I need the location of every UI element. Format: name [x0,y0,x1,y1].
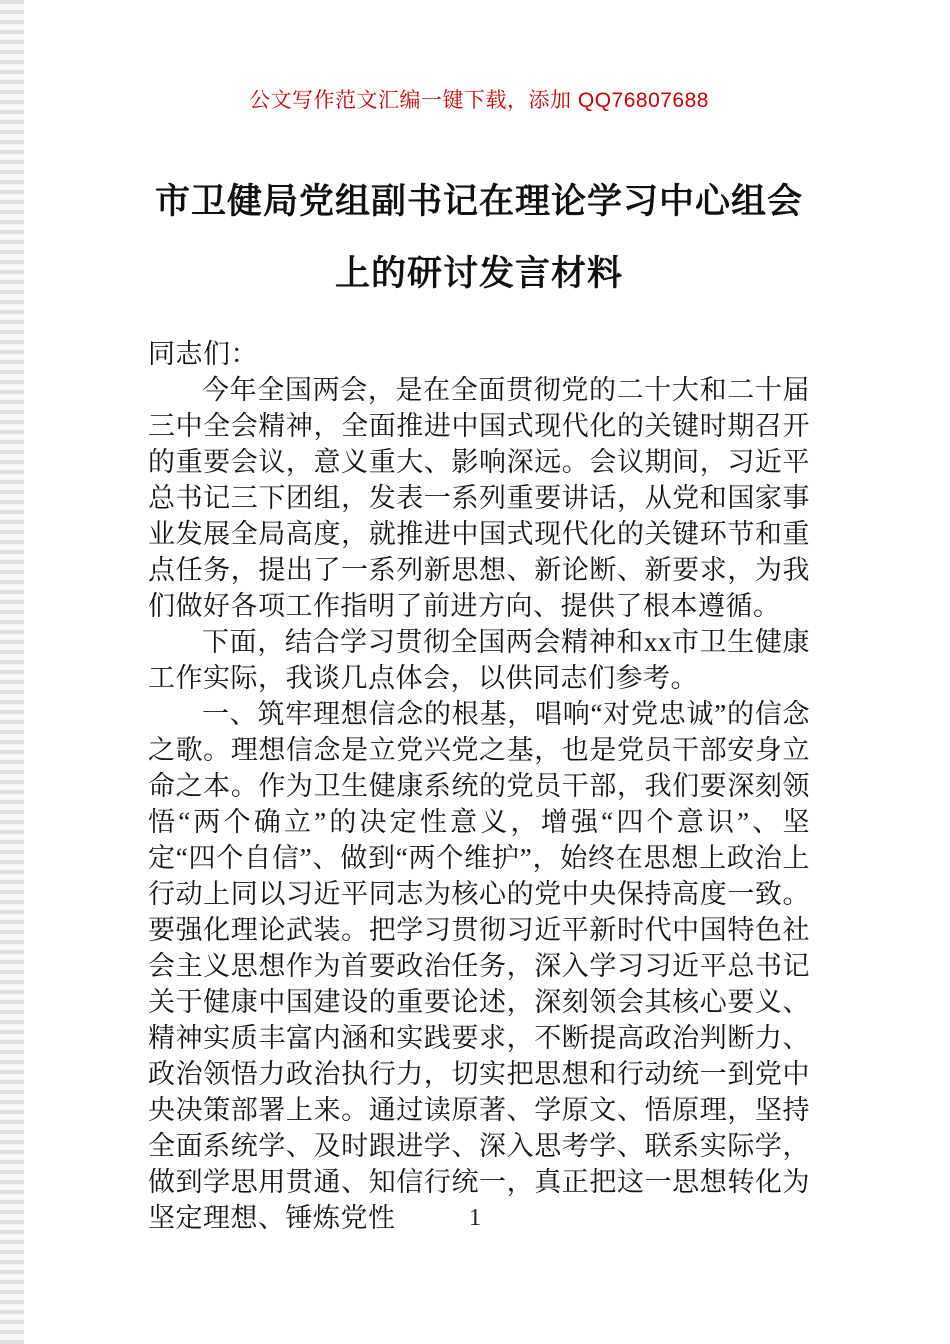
page-number: 1 [469,1205,481,1231]
document-title [148,166,810,310]
paragraph: 同志们： [148,338,258,369]
header-notice: 公文写作范文汇编一键下载，添加 QQ76807688 [249,89,709,112]
paragraph: 一、筑牢理想信念的根基，唱响“对党忠诚”的信念之歌。理想信念是立党兴党之基，也是党员干部安身立命之本。作为卫生健康系统的党员干部，我们要深刻领悟“两个确立”的决定性意义，增强“四个意识”、坚定“四个自信”、做到“两个维护”，始终在思想上政治上行动上同以习近平同志为核心的党中央保持高度一致。要强化理论武装。把学习贯彻习近平新时代中国特色社会主义思想作为首要政治任务，深入学习习近平总书记关于健康中国建设的重要论述，深刻领会其核心要义、精神实质丰富内涵和实践要求，不断提高政治判断力、政治领悟力政治执行力，切实把思想和行动统一到党中央决策部署上来。通过读原著、学原文、悟原理，坚持全面系统学、及时跟进学、深入思考学、联系实际学，做到学思用贯通、知信行统一，真正把这一思想转化为坚定理想、锤炼党性 [148,698,810,1233]
title-line-2: 上的研讨发言材料 [334,253,623,293]
document-body [148,336,810,1236]
title-line-1: 市卫健局党组副书记在理论学习中心组会 [154,182,803,221]
paragraph: 下面，结合学习贯彻全国两会精神和xx市卫生健康工作实际，我谈几点体会，以供同志们参考。 [148,626,810,693]
page-footer [0,1205,950,1232]
paragraph: 今年全国两会，是在全面贯彻党的二十大和二十届三中全会精神，全面推进中国式现代化的关键时期召开的重要会议，意义重大、影响深远。会议期间，习近平总书记三下团组，发表一系列重要讲话，从党和国家事业发展全局高度，就推进中国式现代化的关键环节和重点任务，提出了一系列新思想、新论断、新要求，为我们做好各项工作指明了前进方向、提供了根本遵循。 [148,374,810,621]
